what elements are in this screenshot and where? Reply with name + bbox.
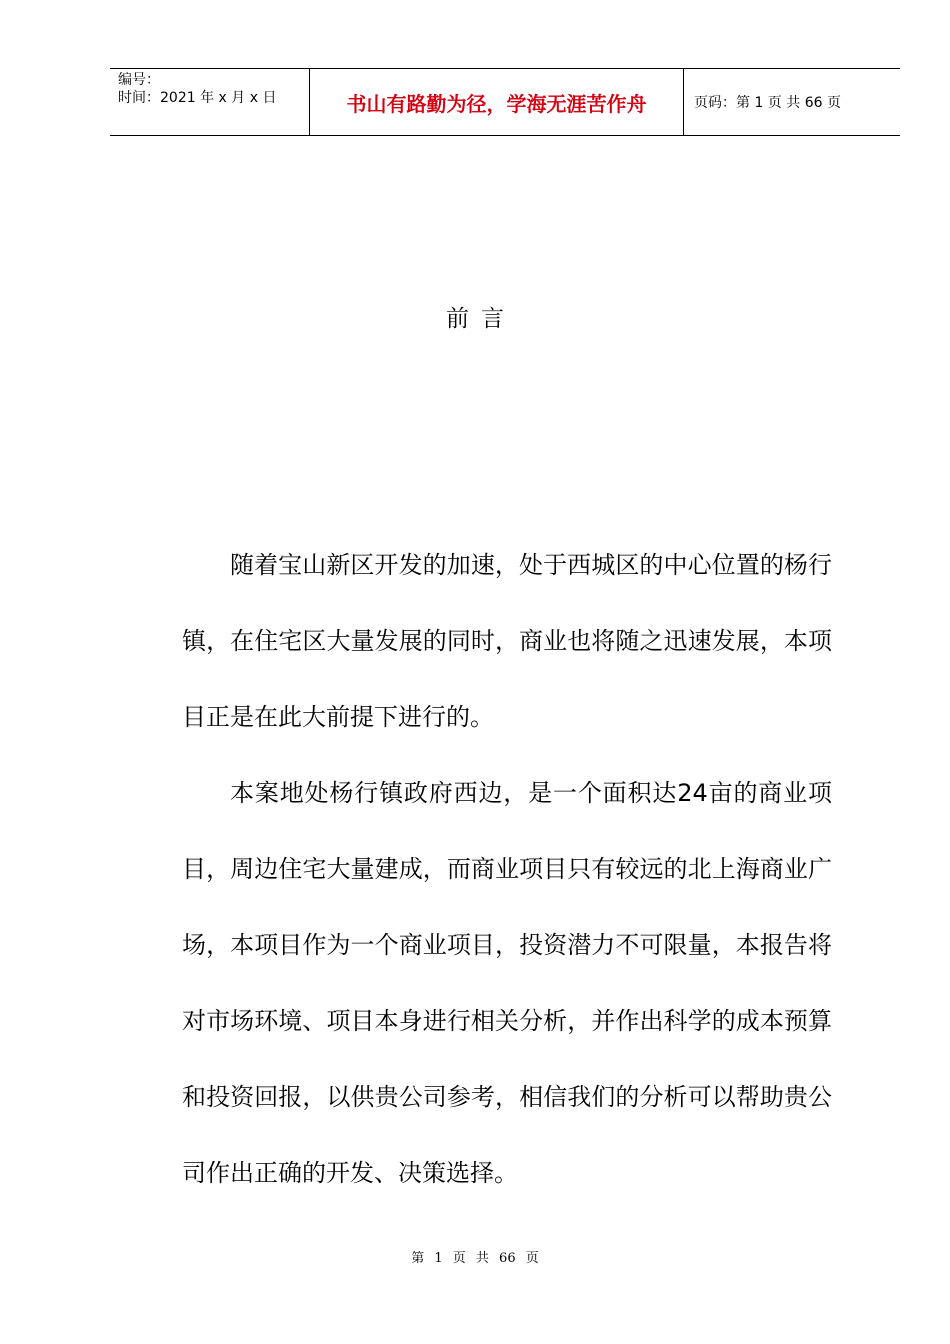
document-header bbox=[110, 68, 900, 136]
header-page-info: 页码：第 1 页 共 66 页 bbox=[694, 95, 841, 111]
document-body bbox=[182, 527, 832, 1211]
header-motto: 书山有路勤为径，学海无涯苦作舟 bbox=[310, 69, 684, 135]
paragraph: 随着宝山新区开发的加速，处于西城区的中心位置的杨行镇，在住宅区大量发展的同时，商业也将随之迅速发展，本项目正是在此大前提下进行的。 bbox=[182, 551, 832, 731]
page-footer: 第 1 页 共 66 页 bbox=[411, 1251, 539, 1266]
number-label: 编号： bbox=[118, 72, 160, 88]
header-meta-cell bbox=[110, 69, 310, 135]
page-title: 前言 bbox=[446, 306, 516, 332]
paragraph: 本案地处杨行镇政府西边，是一个面积达24亩的商业项目，周边住宅大量建成，而商业项目只有较远的北上海商业广场，本项目作为一个商业项目，投资潜力不可限量，本报告将对市场环境、项目本身进行相关分析，并作出科学的成本预算和投资回报，以供贵公司参考，相信我们的分析可以帮助贵公司作出正确的开发、决策选择。 bbox=[182, 779, 832, 1187]
time-label: 时间：2021 年 x 月 x 日 bbox=[118, 90, 277, 106]
